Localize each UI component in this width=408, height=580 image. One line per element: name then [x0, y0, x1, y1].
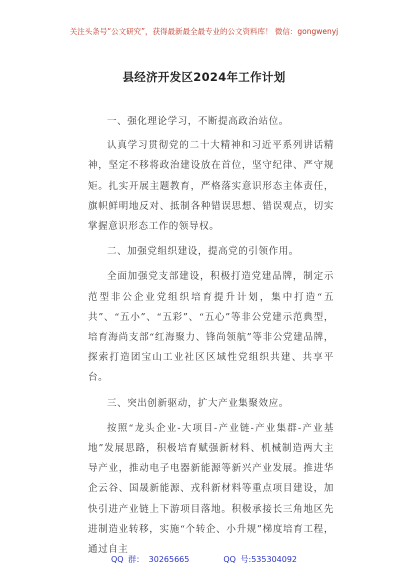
section-1-heading: 一、强化理论学习，不断提高政治站位。 — [107, 116, 289, 127]
footer-qq-number: QQ 号:535304092 — [223, 555, 298, 564]
header-promo-text: 关注头条号“公文研究”，获得最新最全最专业的公文资料库！ 微信：gongwenyj — [69, 27, 339, 36]
footer-contact — [0, 554, 408, 565]
section-2-heading: 二、加强党组织建设，提高党的引领作用。 — [107, 246, 299, 258]
section-2-body: 全面加强党支部建设，积极打造党建品牌，制定示范型非公企业党组织培育提升计划，集中打造“五共”、“五小”、“五彩”、“五心”等非公党建示范典型，培育海尚支部“红海聚力、锋尚领航”等非公党建品牌，探索打造团宝山工业社区区域性党组织共建、共享平台。 — [88, 271, 334, 384]
section-3-body: 按照“龙头企业-大项目-产业链-产业集群-产业基地”发展思路，积极培育赋强新材料、机械制造两大主导产业，推动电子电器新能源等新兴产业发展。推进华企云谷、国晟新能源、戎科新材料等重点项目建设，加快引进产业链上下游项目落地。积极承接长三角地区先进制造业转移，实施“个转企、小升规”梯度培育工程，通过自主 — [88, 422, 334, 556]
footer-qq-group: QQ 群： 30265665 — [110, 555, 190, 564]
document-title: 县经济开发区2024年工作计划 — [122, 70, 286, 84]
section-3-heading: 三、突出创新驱动，扩大产业集聚效应。 — [107, 397, 289, 409]
document-body — [88, 112, 334, 560]
section-1-body: 认真学习贯彻党的二十大精神和习近平系列讲话精神，坚定不移将政治建设放在首位，坚守纪律、严守规矩。扎实开展主题教育，严格落实意识形态主体责任，旗帜鲜明地反对、抵制各种错误思想、错误观点，切实掌握意识形态工作的领导权。 — [88, 140, 334, 233]
